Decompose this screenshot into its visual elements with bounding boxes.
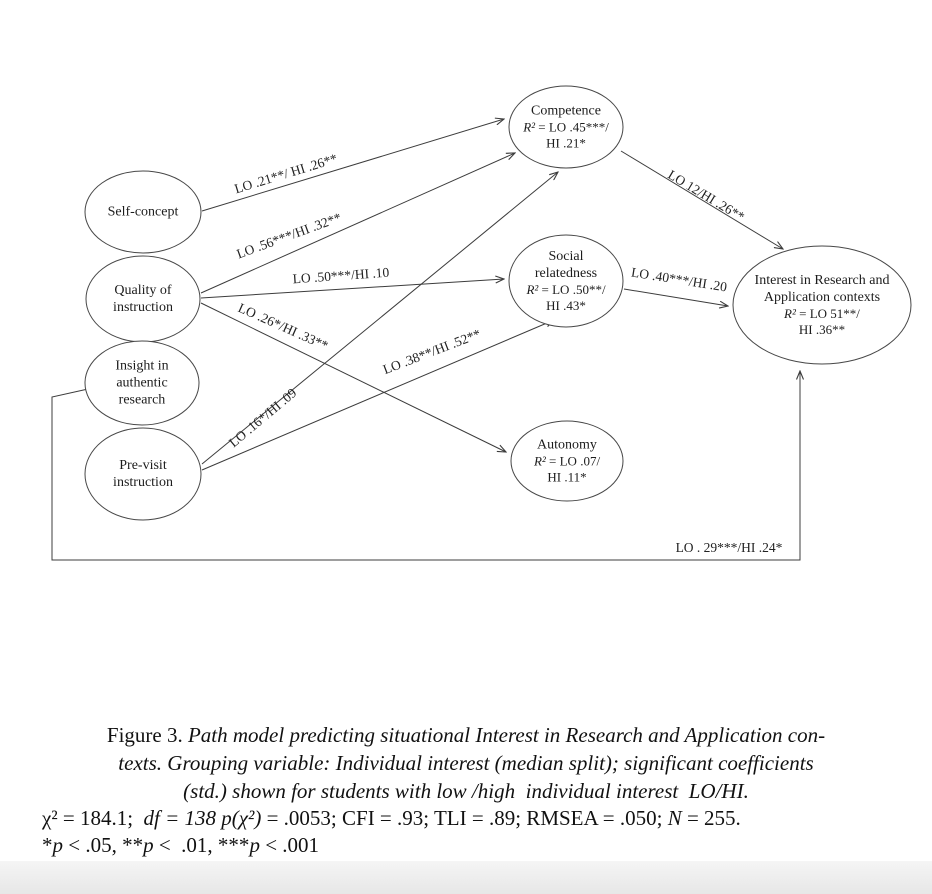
node-label-line: Autonomy [537, 437, 597, 453]
edge-label-quality-autonomy: LO .26*/HI .33** [235, 300, 331, 354]
significance-legend [42, 832, 319, 858]
node-r2-line [523, 120, 609, 136]
figure-number: Figure 3. [106, 723, 188, 747]
node-social-label [526, 248, 605, 314]
node-label-line: authentic [116, 375, 168, 391]
node-r2-line2: HI .11* [547, 469, 587, 485]
edge-label-quality-social: LO .50***/HI .10 [292, 264, 390, 287]
edge-label-social-interest: LO .40***/HI .20 [630, 264, 729, 295]
sig-text1: < .05, ** [63, 833, 144, 857]
node-interest-label [755, 272, 890, 338]
node-label-line: Quality of [114, 283, 172, 298]
figure-caption-line2: texts. Grouping variable: Individual interest (median split); significant coefficients [118, 751, 814, 775]
node-autonomy-label [534, 437, 600, 486]
edge-previsit-social [202, 320, 554, 470]
node-competence-label [523, 103, 609, 152]
r2-symbol: R² [523, 119, 536, 135]
node-label-line: Social [548, 249, 584, 264]
sig-p2: p [143, 833, 154, 857]
n-value: = 255. [681, 806, 741, 830]
node-r2-line [534, 454, 600, 470]
node-label-line: Pre-visit [119, 458, 167, 473]
node-label-line: research [118, 392, 166, 408]
r2-value: = LO 51**/ [795, 306, 860, 321]
node-previsit-label [113, 457, 173, 491]
sig-p1: p [52, 833, 63, 857]
sig-p3: p [249, 833, 260, 857]
node-label-line: instruction [113, 300, 173, 315]
sig-text2: < .01, *** [153, 833, 250, 857]
page-bottom-edge [0, 861, 932, 894]
node-label-line: Application contexts [763, 290, 881, 305]
node-label-line: Competence [531, 103, 601, 119]
r2-symbol: R² [526, 282, 539, 297]
n-symbol: N [667, 806, 682, 830]
r2-value: = LO .50**/ [538, 282, 606, 297]
df-p-stat: df = 138 p(χ²) [143, 806, 262, 830]
figure-caption-line3: (std.) shown for students with low /high individual interest LO/HI. [183, 779, 749, 803]
caption-text: Path model predicting situational Interest in Research and Application con- [187, 723, 826, 747]
node-quality-label [113, 282, 173, 316]
r2-symbol: R² [784, 306, 796, 321]
r2-value: = LO .07/ [545, 453, 601, 469]
r2-value: = LO .45***/ [535, 119, 609, 135]
node-label-line: relatedness [534, 266, 598, 281]
edge-label-previsit-social: LO .38**/HI .52** [380, 325, 483, 378]
figure-caption-line1 [0, 722, 932, 748]
node-label-line: Interest in Research and [754, 273, 890, 288]
node-r2-line2: HI .36** [798, 322, 846, 337]
model-fit-statistics [42, 805, 741, 831]
edge-label-quality-competence: LO .56***/HI .32** [234, 209, 344, 262]
edge-label-selfconcept-competence: LO .21**/ HI .26** [232, 150, 340, 197]
node-insight-label [115, 358, 168, 409]
node-r2-line2: HI .21* [546, 135, 586, 151]
node-self-concept-label [108, 204, 179, 221]
edge-label-competence-interest: LO 12/HI .26** [665, 166, 748, 225]
r2-symbol: R² [533, 453, 546, 469]
fit-indices: = .0053; CFI = .93; TLI = .89; RMSEA = .050; [261, 806, 668, 830]
edge-label-insight-interest: LO . 29***/HI .24* [675, 540, 783, 555]
node-r2-line [755, 306, 890, 322]
node-label-line: Self-concept [107, 204, 179, 220]
node-label-line: instruction [113, 475, 173, 490]
node-r2-line [526, 282, 605, 298]
edge-label-previsit-competence: LO .16*/HI .09 [225, 385, 300, 451]
chi-square-stat: χ² = 184.1; [42, 806, 144, 830]
edge-selfconcept-competence [202, 119, 504, 211]
sig-text3: < .001 [259, 833, 320, 857]
node-label-line: Insight in [115, 358, 169, 374]
node-r2-line2: HI .43* [546, 298, 586, 313]
sig-star1: * [42, 833, 53, 857]
